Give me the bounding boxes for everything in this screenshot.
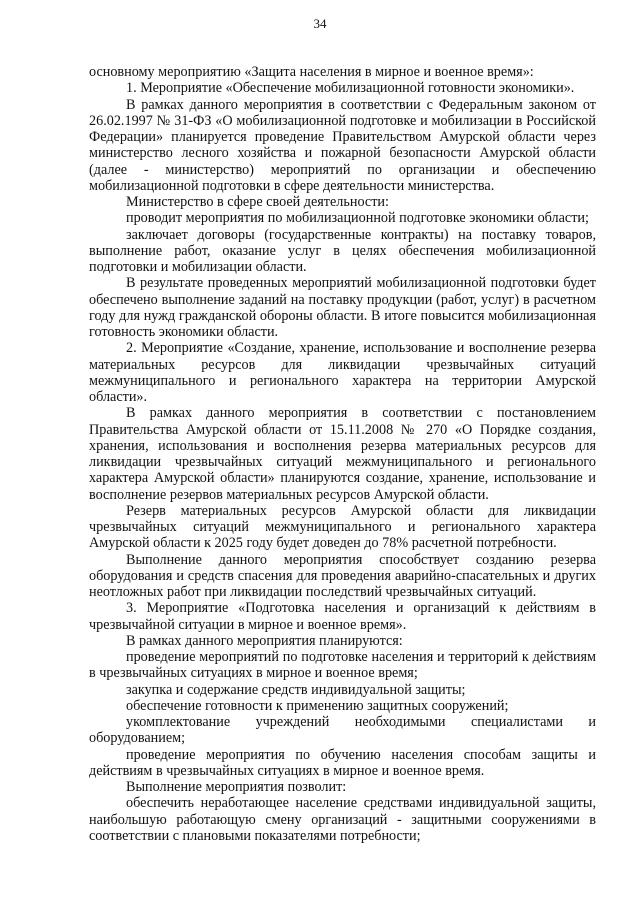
paragraph: укомплектование учреждений необходимыми специалистами и оборудованием; (89, 714, 596, 747)
paragraph: В результате проведенных мероприятий мобилизационной подготовки будет обеспечено выполнение заданий на поставку продукции (работ, услуг) в расчетном году для нужд гражданской обороны области. В итоге повысится мобилизационная готовность экономики области. (89, 275, 596, 340)
paragraph: основному мероприятию «Защита населения в мирное и военное время»: (89, 64, 534, 80)
paragraph: проведение мероприятий по подготовке населения и территорий к действиям в чрезвычайных ситуациях в мирное и военное время; (89, 649, 596, 682)
paragraph: В рамках данного мероприятия в соответствии с Федеральным законом от 26.02.1997 № 31-ФЗ «О мобилизационной подготовке и мобилизации в Российской Федерации» планируется проведение Правительством Амурской области через министерство лесного хозяйства и пожарной безопасности Амурской области (далее - министерство) мероприятий по организации и обеспечению мобилизационной подготовки в сфере деятельности министерства. (89, 96, 596, 194)
paragraph: заключает договоры (государственные контракты) на поставку товаров, выполнение работ, оказание услуг в целях обеспечения мобилизационной подготовки и мобилизации области. (89, 226, 596, 275)
paragraph: проводит мероприятия по мобилизационной подготовке экономики области; (126, 210, 589, 227)
paragraph: В рамках данного мероприятия в соответствии с постановлением Правительства Амурской области от 15.11.2008 № 270 «О Порядке создания, хранения, использования и восполнения резерва материальных ресурсов для ликвидации чрезвычайных ситуаций межмуниципального и регионального характера Амурской области» планируются создание, хранение, использование и восполнение резервов материальных ресурсов Амурской области. (89, 405, 596, 503)
page-number: 34 (313, 16, 327, 31)
paragraph: обеспечение готовности к применению защитных сооружений; (126, 697, 509, 714)
paragraph: Выполнение данного мероприятия способствует созданию резерва оборудования и средств спасения для проведения аварийно-спасательных и других неотложных работ при ликвидации последствий чрезвычайных ситуаций. (89, 551, 596, 600)
paragraph: проведение мероприятия по обучению населения способам защиты и действиям в чрезвычайных ситуациях в мирное и военное время. (89, 746, 596, 779)
paragraph: обеспечить неработающее население средствами индивидуальной защиты, наибольшую работающую смену организаций - защитными сооружениями в соответствии с плановыми показателями потребности; (89, 795, 596, 844)
paragraph: Резерв материальных ресурсов Амурской области для ликвидации чрезвычайных ситуаций межмуниципального и регионального характера Амурской области к 2025 году будет доведен до 78% расчетной потребности. (89, 502, 596, 552)
paragraph: закупка и содержание средств индивидуальной защиты; (126, 681, 466, 698)
paragraph: 3. Мероприятие «Подготовка населения и организаций к действиям в чрезвычайной ситуации в мирное и военное время». (89, 600, 596, 633)
paragraph: 2. Мероприятие «Создание, хранение, использование и восполнение резерва материальных ресурсов для ликвидации чрезвычайных ситуаций межмуниципального и регионального характера на территории Амурской области». (89, 340, 596, 405)
paragraph: 1. Мероприятие «Обеспечение мобилизационной готовности экономики». (126, 80, 575, 97)
document-body (89, 64, 596, 844)
paragraph: Выполнение мероприятия позволит: (126, 779, 347, 795)
paragraph: Министерство в сфере своей деятельности: (126, 194, 389, 210)
paragraph: В рамках данного мероприятия планируются: (126, 632, 403, 649)
